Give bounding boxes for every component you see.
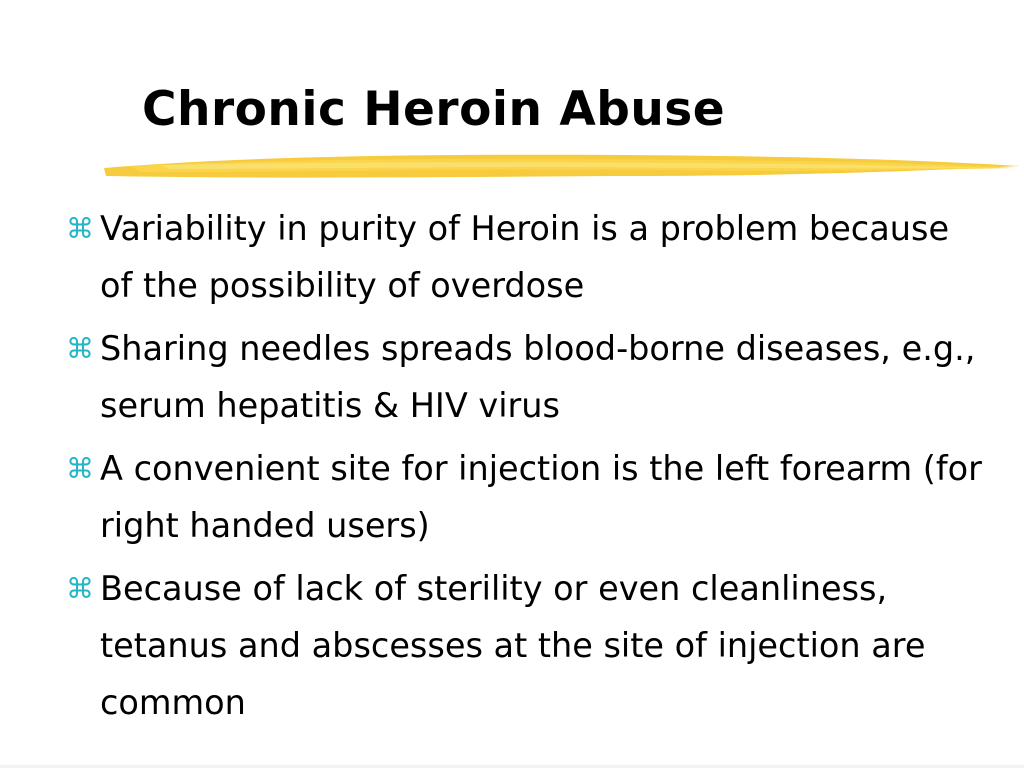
command-key-icon: ⌘ xyxy=(66,572,94,605)
bullet-item xyxy=(60,200,990,314)
bullet-text: Sharing needles spreads blood-borne diseases, e.g., serum hepatitis & HIV virus xyxy=(100,329,976,425)
bullet-text: A convenient site for injection is the left forearm (for right handed users) xyxy=(100,449,982,545)
command-key-icon: ⌘ xyxy=(66,452,94,485)
bullet-text: Variability in purity of Heroin is a problem because of the possibility of overdose xyxy=(100,209,950,305)
bullet-item xyxy=(60,320,990,434)
bullet-list xyxy=(60,200,990,737)
command-key-icon: ⌘ xyxy=(66,332,94,365)
command-key-icon: ⌘ xyxy=(66,212,94,245)
bullet-item xyxy=(60,440,990,554)
bullet-text: Because of lack of sterility or even cleanliness, tetanus and abscesses at the site of injection are common xyxy=(100,569,926,722)
brush-stroke-underline xyxy=(100,146,1024,188)
slide-title: Chronic Heroin Abuse xyxy=(142,82,726,137)
bullet-item xyxy=(60,560,990,731)
